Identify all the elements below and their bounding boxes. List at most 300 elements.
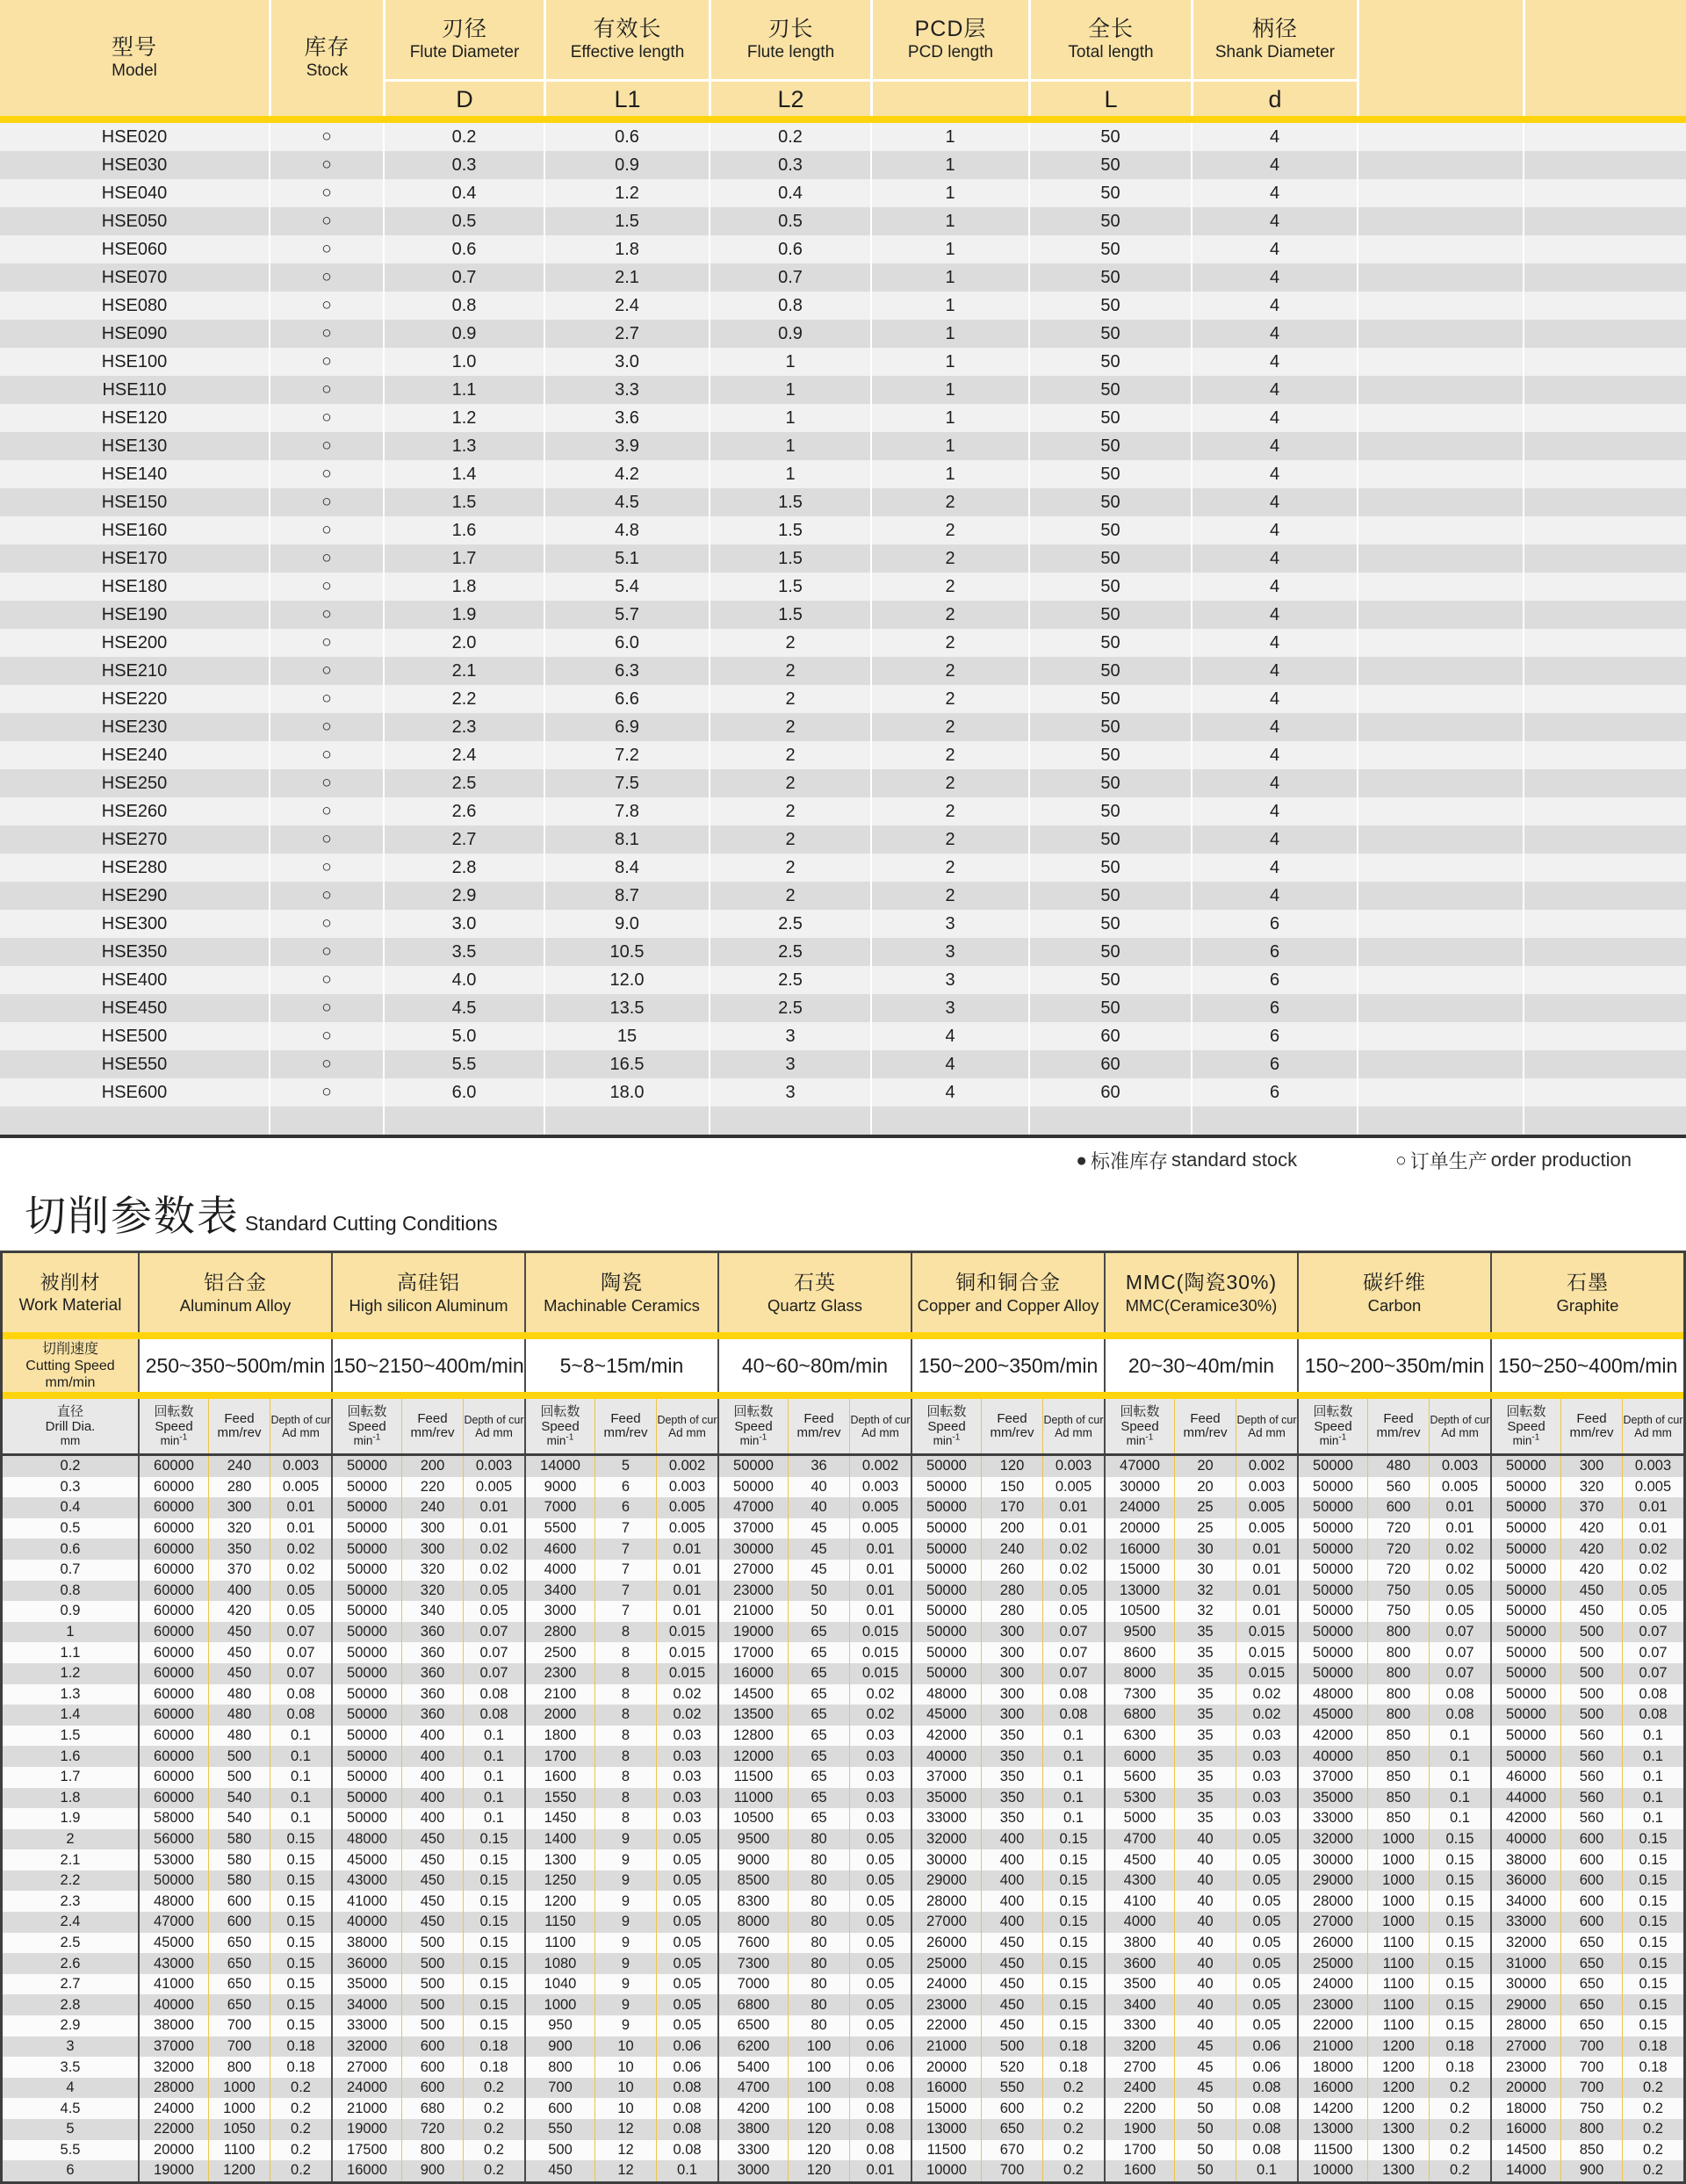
speed-cell: 41000 <box>331 1891 401 1912</box>
table-row <box>0 320 1686 348</box>
speed-cell: 11000 <box>717 1788 788 1809</box>
cell-e2 <box>1523 488 1686 516</box>
depth-sub-en: Depth of cur <box>464 1413 524 1426</box>
depth-cell: 0.05 <box>1042 1601 1104 1622</box>
speed-cell: 10500 <box>1104 1601 1174 1622</box>
feed-cell: 600 <box>401 2036 463 2058</box>
cell-l1: 1.8 <box>544 235 709 263</box>
cell-l2: 2.5 <box>709 966 870 994</box>
depth-cell: 0.05 <box>656 1870 717 1892</box>
feed-cell: 100 <box>788 2078 849 2099</box>
speed-cell: 50000 <box>1297 1477 1367 1498</box>
depth-cell: 0.01 <box>270 1518 331 1539</box>
speed-cell: 3300 <box>1104 2015 1174 2036</box>
cell-d: 3.0 <box>383 910 544 938</box>
dia-label-zh: 直径 <box>56 1404 83 1419</box>
feed-cell: 65 <box>788 1788 849 1809</box>
speed-cell: 60000 <box>138 1726 208 1747</box>
cell-l2: 1.5 <box>709 544 870 573</box>
drill-dia-cell: 1.1 <box>3 1642 138 1663</box>
speed-cell: 60000 <box>138 1456 208 1477</box>
feed-cell: 480 <box>208 1705 270 1726</box>
speed-cell: 17500 <box>331 2140 401 2161</box>
depth-cell: 0.05 <box>1429 1581 1490 1602</box>
depth-cell: 0.01 <box>849 1601 911 1622</box>
depth-cell: 0.07 <box>270 1663 331 1684</box>
section-title-zh: 切削参数表 <box>25 1193 240 1239</box>
depth-cell: 0.05 <box>1236 1870 1297 1892</box>
table-row <box>0 573 1686 601</box>
cell-l: 50 <box>1028 263 1191 292</box>
cell-e2 <box>1523 713 1686 741</box>
table-row <box>0 376 1686 404</box>
cell-l: 50 <box>1028 854 1191 882</box>
speed-cell: 13000 <box>911 2119 981 2140</box>
column-header <box>383 0 544 79</box>
feed-cell: 65 <box>788 1705 849 1726</box>
depth-cell: 0.015 <box>1236 1642 1297 1663</box>
feed-cell: 280 <box>981 1581 1042 1602</box>
speed-cell: 13500 <box>717 1705 788 1726</box>
speed-cell: 50000 <box>1490 1684 1560 1705</box>
speed-cell: 26000 <box>1297 1933 1367 1954</box>
empty-cell <box>383 1106 544 1135</box>
material-header <box>1297 1253 1490 1332</box>
depth-cell: 0.06 <box>849 2057 911 2078</box>
cell-l1: 5.7 <box>544 601 709 629</box>
model-cell: HSE230 <box>0 713 269 741</box>
model-cell: HSE060 <box>0 235 269 263</box>
feed-cell: 700 <box>1560 2078 1622 2099</box>
material-header <box>911 1253 1104 1332</box>
cell-l: 50 <box>1028 994 1191 1022</box>
cutting-speed-row <box>3 1339 1683 1392</box>
feed-cell: 9 <box>594 1953 656 1974</box>
feed-cell: 400 <box>401 1808 463 1829</box>
speed-cell: 1550 <box>524 1788 594 1809</box>
speed-cell: 32000 <box>138 2057 208 2078</box>
cell-e1 <box>1357 544 1523 573</box>
cell-e2 <box>1523 404 1686 432</box>
speed-label-en: Cutting Speed <box>25 1358 115 1373</box>
table-row <box>0 769 1686 797</box>
cell-l2: 2.5 <box>709 910 870 938</box>
depth-cell: 0.1 <box>1429 1746 1490 1767</box>
feed-sub-header <box>1174 1399 1236 1453</box>
cell-pcd: 2 <box>870 685 1028 713</box>
depth-cell: 0.18 <box>1429 2057 1490 2078</box>
depth-cell: 0.08 <box>656 2098 717 2119</box>
feed-cell: 420 <box>1560 1539 1622 1560</box>
feed-cell: 50 <box>1174 2119 1236 2140</box>
speed-cell: 28000 <box>1490 2015 1560 2036</box>
cell-e1 <box>1357 882 1523 910</box>
material-name-en: Machinable Ceramics <box>544 1296 700 1315</box>
feed-cell: 35 <box>1174 1622 1236 1643</box>
speed-cell: 1400 <box>524 1829 594 1850</box>
depth-cell: 0.05 <box>849 2015 911 2036</box>
speed-cell: 7000 <box>524 1497 594 1518</box>
speed-cell: 40000 <box>138 1994 208 2015</box>
filled-circle-icon: ● <box>1076 1150 1087 1171</box>
depth-cell: 0.15 <box>1042 1933 1104 1954</box>
cell-d: 0.8 <box>383 292 544 320</box>
feed-cell: 80 <box>788 1891 849 1912</box>
drill-dia-cell: 1.5 <box>3 1726 138 1747</box>
cell-e1 <box>1357 1050 1523 1078</box>
depth-cell: 0.02 <box>849 1684 911 1705</box>
cell-d: 2.6 <box>383 797 544 825</box>
table-row <box>0 179 1686 207</box>
feed-cell: 450 <box>981 1953 1042 1974</box>
depth-cell: 0.2 <box>1622 2119 1683 2140</box>
depth-cell: 0.1 <box>1042 1746 1104 1767</box>
speed-cell: 1700 <box>524 1746 594 1767</box>
cell-pcd: 2 <box>870 601 1028 629</box>
work-material-corner <box>3 1253 138 1332</box>
feed-sub-en: Feed <box>417 1410 448 1426</box>
depth-cell: 0.05 <box>849 1933 911 1954</box>
depth-cell: 0.05 <box>463 1601 524 1622</box>
depth-cell: 0.015 <box>1236 1663 1297 1684</box>
table-row <box>3 1870 1683 1892</box>
depth-cell: 0.1 <box>1622 1788 1683 1809</box>
cell-pcd: 1 <box>870 179 1028 207</box>
speed-cell: 2700 <box>1104 2057 1174 2078</box>
depth-cell: 0.08 <box>1236 2119 1297 2140</box>
cell-l1: 0.6 <box>544 123 709 151</box>
depth-cell: 0.06 <box>1236 2036 1297 2058</box>
feed-sub-header <box>1560 1399 1622 1453</box>
depth-cell: 0.1 <box>1429 1767 1490 1788</box>
speed-cell: 3000 <box>524 1601 594 1622</box>
depth-cell: 0.01 <box>656 1601 717 1622</box>
depth-cell: 0.05 <box>1622 1581 1683 1602</box>
speed-cell: 3800 <box>717 2119 788 2140</box>
column-symbol <box>1191 79 1357 116</box>
speed-sub-unit: $\min^{-1}$ <box>1126 1432 1154 1447</box>
cell-d: 1.6 <box>383 516 544 544</box>
feed-cell: 800 <box>1367 1684 1429 1705</box>
speed-cell: 37000 <box>1297 1767 1367 1788</box>
cell-sd: 6 <box>1191 1050 1357 1078</box>
depth-cell: 0.02 <box>1622 1539 1683 1560</box>
model-cell: HSE170 <box>0 544 269 573</box>
speed-cell: 1100 <box>524 1933 594 1954</box>
depth-cell: 0.003 <box>1236 1477 1297 1498</box>
cell-l: 60 <box>1028 1050 1191 1078</box>
speed-cell: 50000 <box>1490 1581 1560 1602</box>
speed-sub-unit: $\min^{-1}$ <box>739 1432 767 1447</box>
feed-cell: 850 <box>1367 1767 1429 1788</box>
feed-cell: 450 <box>208 1622 270 1643</box>
feed-cell: 1200 <box>1367 2036 1429 2058</box>
depth-cell: 0.15 <box>1622 1891 1683 1912</box>
feed-cell: 450 <box>401 1912 463 1933</box>
depth-cell: 0.05 <box>656 1974 717 1995</box>
table-row <box>0 460 1686 488</box>
depth-cell: 0.003 <box>1622 1456 1683 1477</box>
cell-sd: 6 <box>1191 966 1357 994</box>
cell-d: 0.4 <box>383 179 544 207</box>
speed-cell: 5400 <box>717 2057 788 2078</box>
drill-dia-cell: 2.9 <box>3 2015 138 2036</box>
speed-cell: 50000 <box>1490 1746 1560 1767</box>
speed-sub-en: Speed <box>541 1418 580 1434</box>
feed-cell: 1000 <box>1367 1870 1429 1892</box>
feed-cell: 12 <box>594 2119 656 2140</box>
model-cell: HSE050 <box>0 207 269 235</box>
speed-cell: 40000 <box>1297 1746 1367 1767</box>
speed-cell: 32000 <box>911 1829 981 1850</box>
feed-cell: 500 <box>401 1953 463 1974</box>
speed-cell: 3000 <box>717 2160 788 2181</box>
speed-sub-zh: 回転数 <box>540 1404 580 1419</box>
cell-l: 50 <box>1028 713 1191 741</box>
depth-cell: 0.15 <box>1429 1849 1490 1870</box>
feed-cell: 65 <box>788 1808 849 1829</box>
feed-cell: 680 <box>401 2098 463 2119</box>
drill-dia-cell: 5 <box>3 2119 138 2140</box>
depth-cell: 0.1 <box>1622 1767 1683 1788</box>
table-row <box>0 938 1686 966</box>
depth-sub-unit: Ad mm <box>668 1425 706 1439</box>
depth-cell: 0.01 <box>656 1539 717 1560</box>
speed-cell: 2300 <box>524 1663 594 1684</box>
depth-cell: 0.05 <box>849 1974 911 1995</box>
cell-d: 6.0 <box>383 1078 544 1106</box>
empty-cell <box>269 1106 383 1135</box>
model-spec-table-header <box>0 0 1686 116</box>
cell-e1 <box>1357 713 1523 741</box>
depth-cell: 0.15 <box>463 1912 524 1933</box>
speed-cell: 44000 <box>1490 1788 1560 1809</box>
stock-circle-icon: ○ <box>269 432 383 460</box>
speed-cell: 33000 <box>911 1808 981 1829</box>
cutting-speed-value: 250~350~500m/min <box>138 1339 331 1392</box>
speed-sub-en: Speed <box>927 1418 966 1434</box>
speed-sub-unit: $\min^{-1}$ <box>1512 1432 1540 1447</box>
cell-l: 50 <box>1028 460 1191 488</box>
feed-sub-unit: mm/rev <box>1569 1425 1614 1440</box>
speed-cell: 4100 <box>1104 1891 1174 1912</box>
feed-cell: 600 <box>401 2078 463 2099</box>
feed-cell: 120 <box>981 1456 1042 1477</box>
speed-cell: 29000 <box>1490 1994 1560 2015</box>
cell-e1 <box>1357 404 1523 432</box>
model-cell: HSE220 <box>0 685 269 713</box>
cell-e2 <box>1523 376 1686 404</box>
speed-sub-header <box>524 1399 594 1453</box>
legend-standard-stock <box>1076 1147 1297 1174</box>
depth-cell: 0.06 <box>656 2036 717 2058</box>
depth-cell: 0.08 <box>1236 2140 1297 2161</box>
feed-cell: 450 <box>208 1642 270 1663</box>
cell-sd: 4 <box>1191 685 1357 713</box>
depth-cell: 0.18 <box>1042 2036 1104 2058</box>
depth-cell: 0.05 <box>849 1829 911 1850</box>
header-symbol: L2 <box>777 85 804 112</box>
cell-l1: 8.1 <box>544 825 709 854</box>
depth-cell: 0.2 <box>463 2119 524 2140</box>
feed-cell: 50 <box>788 1581 849 1602</box>
depth-cell: 0.01 <box>849 2160 911 2181</box>
speed-sub-unit: $\min^{-1}$ <box>160 1432 188 1447</box>
cell-sd: 6 <box>1191 1022 1357 1050</box>
speed-cell: 16000 <box>1490 2119 1560 2140</box>
depth-cell: 0.08 <box>463 1705 524 1726</box>
feed-cell: 600 <box>981 2098 1042 2119</box>
depth-cell: 0.03 <box>1236 1808 1297 1829</box>
depth-cell: 0.05 <box>1236 1829 1297 1850</box>
table-row <box>3 2160 1683 2181</box>
stock-circle-icon: ○ <box>269 179 383 207</box>
speed-cell: 40000 <box>1490 1829 1560 1850</box>
feed-sub-en: Feed <box>1383 1410 1414 1426</box>
feed-cell: 65 <box>788 1622 849 1643</box>
feed-cell: 40 <box>788 1497 849 1518</box>
depth-cell: 0.01 <box>1622 1497 1683 1518</box>
feed-cell: 1100 <box>1367 1974 1429 1995</box>
cell-l: 50 <box>1028 882 1191 910</box>
feed-cell: 350 <box>981 1767 1042 1788</box>
cell-sd: 4 <box>1191 460 1357 488</box>
cell-pcd: 1 <box>870 376 1028 404</box>
speed-cell: 18000 <box>1297 2057 1367 2078</box>
speed-sub-header <box>138 1399 208 1453</box>
table-row <box>0 151 1686 179</box>
table-row <box>0 1050 1686 1078</box>
cell-sd: 6 <box>1191 910 1357 938</box>
cell-l: 50 <box>1028 488 1191 516</box>
feed-cell: 450 <box>401 1870 463 1892</box>
depth-sub-unit: Ad mm <box>1055 1425 1092 1439</box>
speed-sub-unit: $\min^{-1}$ <box>1319 1432 1347 1447</box>
speed-cell: 8500 <box>717 1870 788 1892</box>
table-row <box>3 1726 1683 1747</box>
speed-cell: 14500 <box>1490 2140 1560 2161</box>
speed-cell: 50000 <box>331 1726 401 1747</box>
cell-d: 2.8 <box>383 854 544 882</box>
cell-pcd: 1 <box>870 123 1028 151</box>
material-name-en: Quartz Glass <box>767 1296 862 1315</box>
depth-cell: 0.1 <box>463 1788 524 1809</box>
depth-cell: 0.05 <box>849 1953 911 1974</box>
speed-cell: 50000 <box>331 1746 401 1767</box>
depth-cell: 0.05 <box>656 1912 717 1933</box>
cell-e1 <box>1357 1078 1523 1106</box>
feed-cell: 500 <box>1560 1705 1622 1726</box>
feed-cell: 650 <box>208 1994 270 2015</box>
speed-cell: 50000 <box>717 1477 788 1498</box>
feed-cell: 300 <box>208 1497 270 1518</box>
depth-cell: 0.07 <box>463 1622 524 1643</box>
cell-l2: 1 <box>709 348 870 376</box>
depth-cell: 0.15 <box>270 1891 331 1912</box>
depth-cell: 0.1 <box>1622 1726 1683 1747</box>
table-row <box>3 1933 1683 1954</box>
feed-cell: 500 <box>1560 1663 1622 1684</box>
model-cell: HSE600 <box>0 1078 269 1106</box>
table-row <box>0 488 1686 516</box>
feed-cell: 360 <box>401 1642 463 1663</box>
cell-pcd: 2 <box>870 882 1028 910</box>
model-cell: HSE300 <box>0 910 269 938</box>
speed-cell: 21000 <box>331 2098 401 2119</box>
depth-cell: 0.1 <box>1042 1767 1104 1788</box>
feed-cell: 400 <box>981 1891 1042 1912</box>
feed-cell: 650 <box>981 2119 1042 2140</box>
feed-cell: 80 <box>788 1974 849 1995</box>
cell-e1 <box>1357 151 1523 179</box>
feed-cell: 32 <box>1174 1601 1236 1622</box>
drill-dia-cell: 2.7 <box>3 1974 138 1995</box>
feed-cell: 1200 <box>1367 2078 1429 2099</box>
cell-d: 1.2 <box>383 404 544 432</box>
speed-sub-header <box>911 1399 981 1453</box>
speed-cell: 35000 <box>1297 1788 1367 1809</box>
speed-cell: 50000 <box>717 1456 788 1477</box>
empty-cell <box>870 1106 1028 1135</box>
speed-sub-zh: 回転数 <box>1506 1404 1546 1419</box>
depth-cell: 0.01 <box>849 1560 911 1581</box>
depth-cell: 0.15 <box>270 1849 331 1870</box>
feed-cell: 65 <box>788 1726 849 1747</box>
depth-cell: 0.02 <box>1429 1560 1490 1581</box>
cell-e1 <box>1357 207 1523 235</box>
speed-cell: 2500 <box>524 1642 594 1663</box>
column-symbol <box>383 79 544 116</box>
cell-l2: 0.5 <box>709 207 870 235</box>
feed-cell: 540 <box>208 1808 270 1829</box>
speed-cell: 28000 <box>911 1891 981 1912</box>
feed-cell: 560 <box>1560 1746 1622 1767</box>
table-row <box>3 2078 1683 2099</box>
table-row <box>0 432 1686 460</box>
model-cell: HSE120 <box>0 404 269 432</box>
depth-cell: 0.02 <box>463 1539 524 1560</box>
depth-cell: 0.02 <box>656 1705 717 1726</box>
model-cell: HSE450 <box>0 994 269 1022</box>
model-cell: HSE070 <box>0 263 269 292</box>
feed-cell: 420 <box>208 1601 270 1622</box>
speed-cell: 50000 <box>1490 1518 1560 1539</box>
feed-cell: 7 <box>594 1539 656 1560</box>
column-symbol <box>1028 79 1191 116</box>
feed-cell: 300 <box>401 1539 463 1560</box>
depth-cell: 0.15 <box>1042 1994 1104 2015</box>
cell-l1: 7.8 <box>544 797 709 825</box>
header-label-zh: PCD层 <box>914 17 987 41</box>
feed-cell: 500 <box>401 2015 463 2036</box>
speed-sub-en: Speed <box>1314 1418 1352 1434</box>
feed-cell: 500 <box>208 1746 270 1767</box>
speed-cell: 8600 <box>1104 1642 1174 1663</box>
feed-cell: 450 <box>981 2015 1042 2036</box>
table-row <box>0 657 1686 685</box>
feed-cell: 1050 <box>208 2119 270 2140</box>
cell-l: 50 <box>1028 825 1191 854</box>
speed-cell: 12800 <box>717 1726 788 1747</box>
header-label-en: Model <box>112 61 157 80</box>
cell-l1: 5.4 <box>544 573 709 601</box>
feed-sub-unit: mm/rev <box>603 1425 648 1440</box>
model-cell: HSE040 <box>0 179 269 207</box>
depth-cell: 0.2 <box>1429 2119 1490 2140</box>
depth-cell: 0.05 <box>656 1953 717 1974</box>
depth-sub-header <box>463 1399 524 1453</box>
speed-cell: 50000 <box>1490 1477 1560 1498</box>
